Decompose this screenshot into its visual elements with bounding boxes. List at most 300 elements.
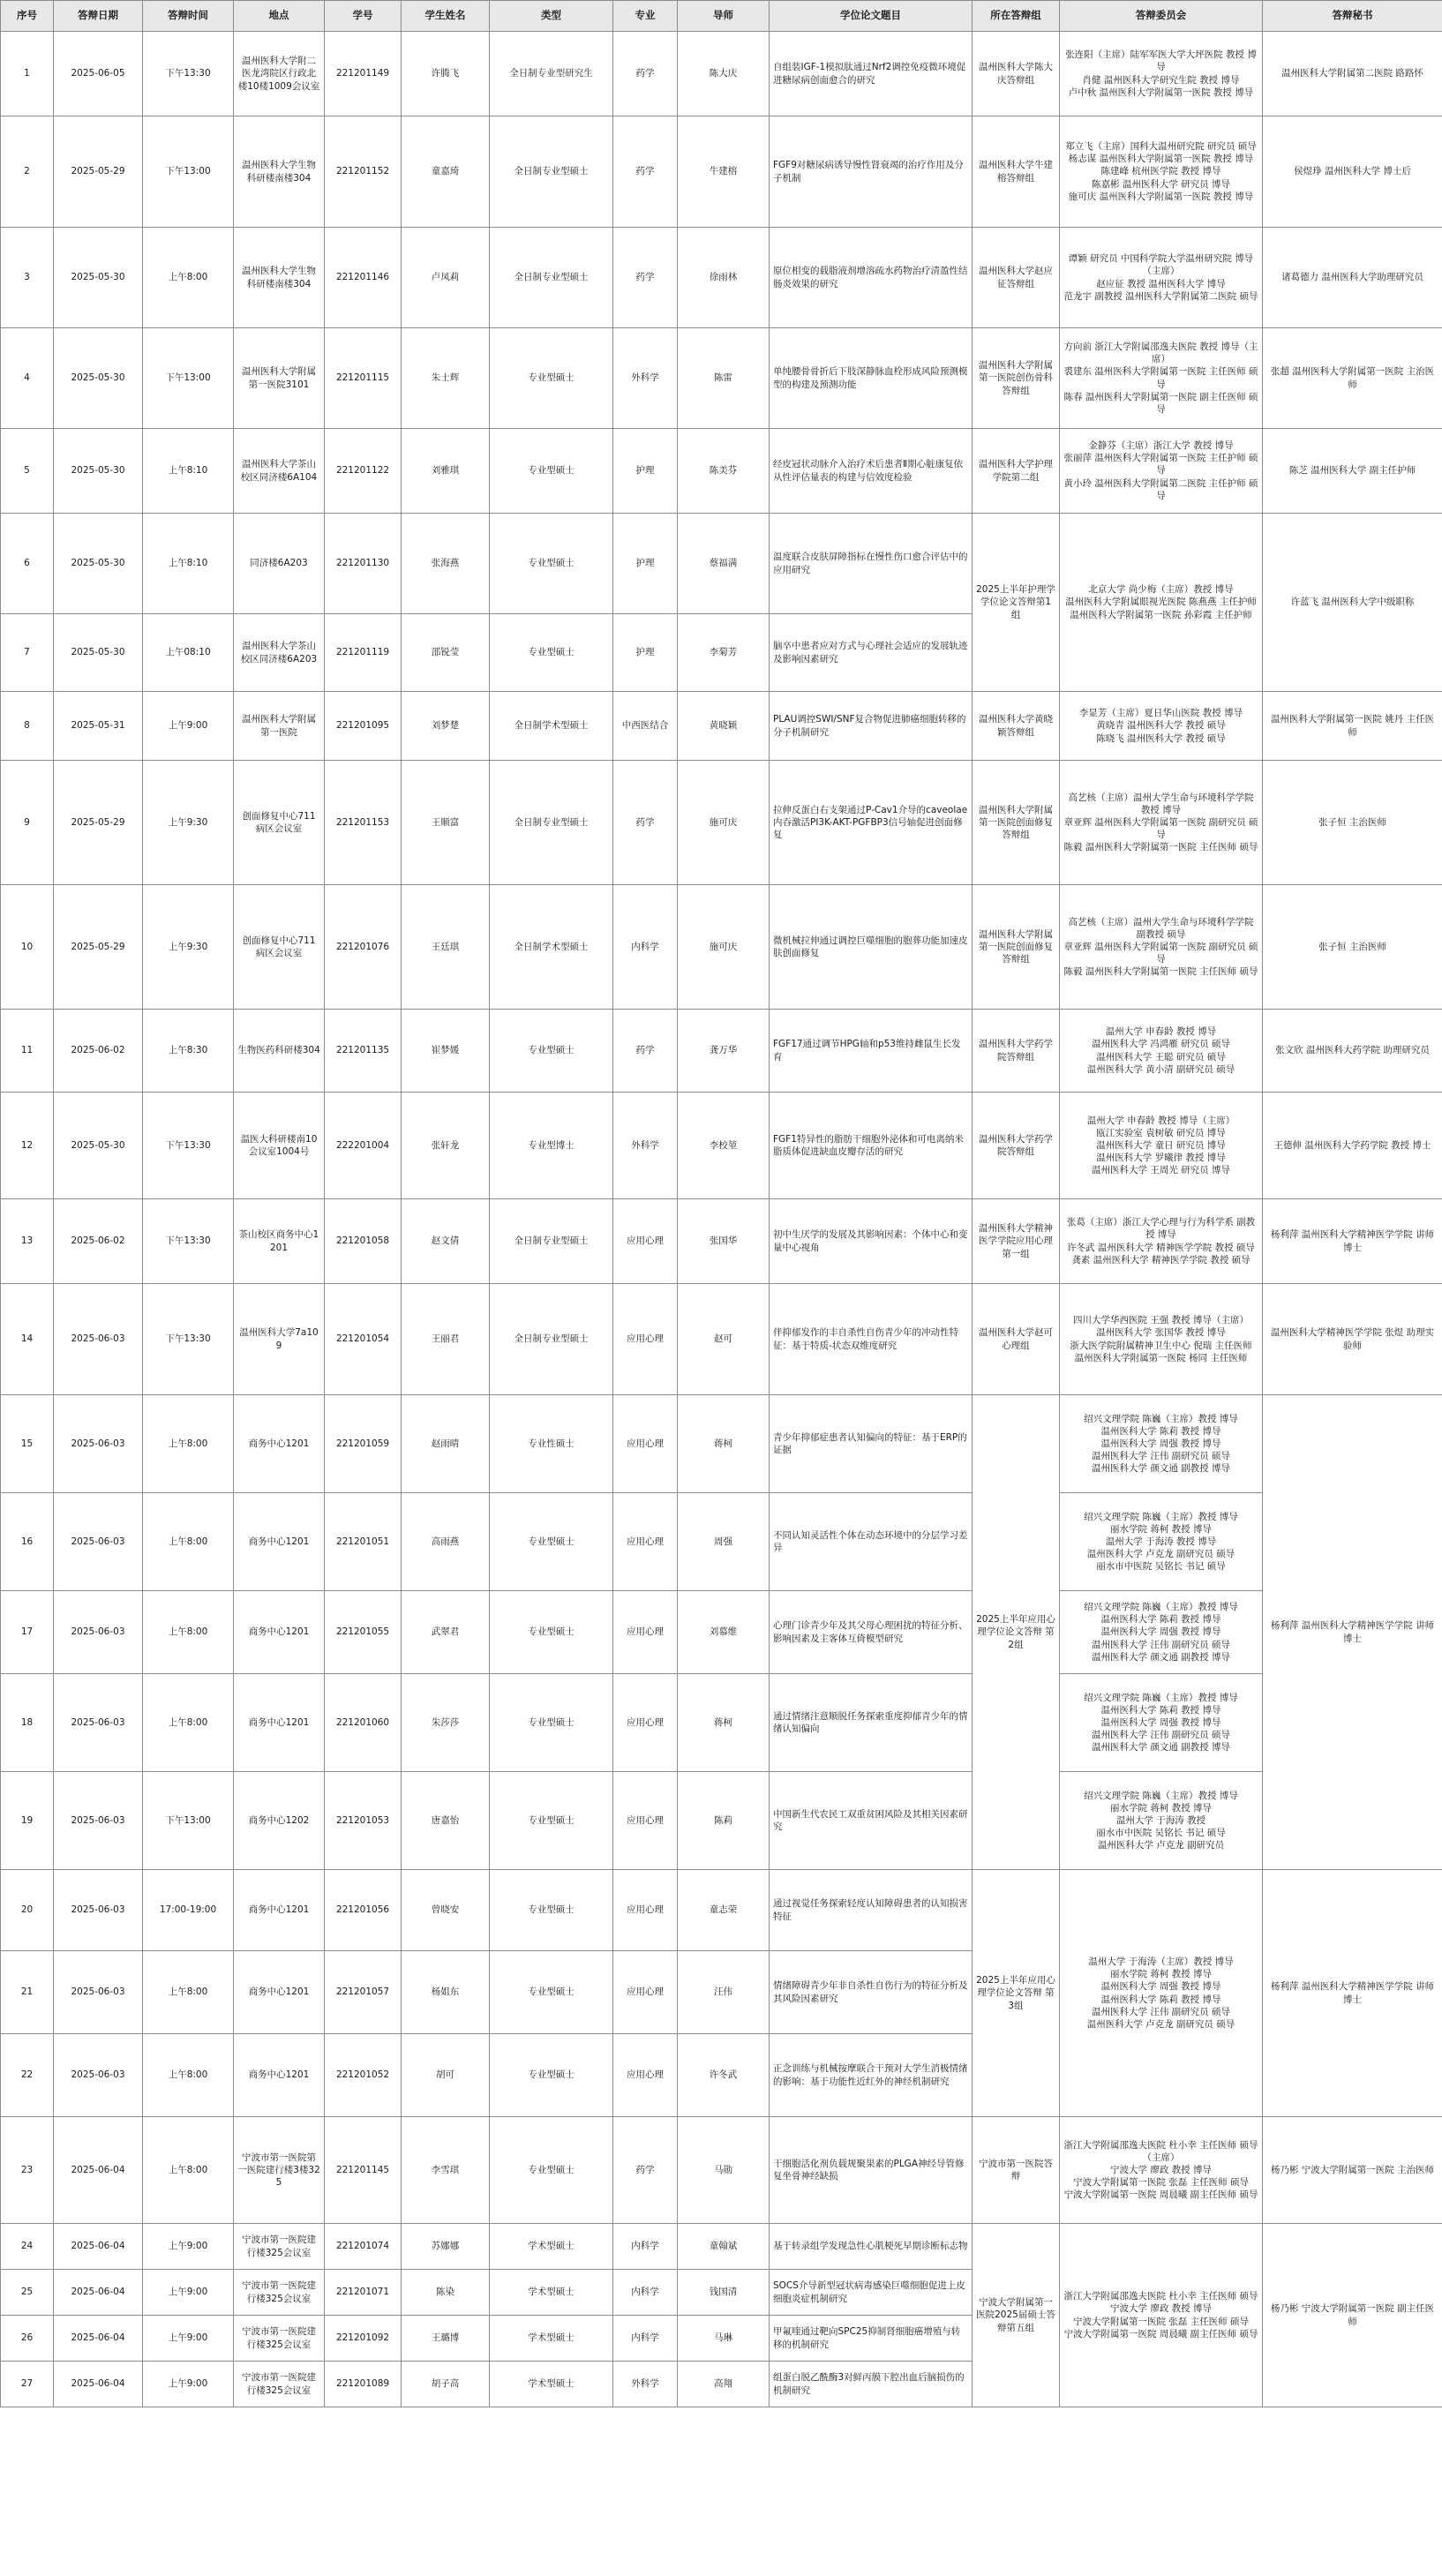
defense-group-cell: 宁波大学附属第一医院2025届硕士答辩第五组: [973, 2224, 1060, 2407]
student-id-cell: 221201119: [325, 614, 402, 692]
advisor-cell: 童翰斌: [678, 2224, 770, 2270]
degree-type-cell: 学术型硕士: [490, 2362, 613, 2407]
defense-secretary-cell: 杨利萍 温州医科大学精神医学学院 讲师 博士: [1263, 1870, 1442, 2117]
defense-date-cell: 2025-06-03: [54, 2034, 143, 2117]
defense-date-cell: 2025-06-02: [54, 1199, 143, 1284]
major-cell: 内科学: [613, 885, 678, 1010]
defense-committee-cell: 郑立飞（主席）国科大温州研究院 研究员 硕导 杨志谋 温州医科大学附属第一医院 教授 博导 陈建峰 杭州医学院 教授 博导 陈嘉彬 温州医科大学 研究员 博导 施可庆 温州医科大学附属第一医院 教授 博导: [1060, 116, 1263, 228]
student-id-cell: 221201060: [325, 1674, 402, 1772]
defense-date-cell: 2025-06-03: [54, 1772, 143, 1870]
defense-group-cell: 温州医科大学赵可心理组: [973, 1284, 1060, 1395]
advisor-cell: 陈美芬: [678, 429, 770, 514]
table-row: [1, 429, 1442, 514]
defense-time-cell: 上午8:10: [143, 514, 234, 614]
row-number-cell: 16: [1, 1493, 54, 1591]
defense-date-cell: 2025-06-04: [54, 2117, 143, 2224]
student-name-cell: 李雪琪: [402, 2117, 490, 2224]
defense-group-cell: 温州医科大学药学院答辩组: [973, 1093, 1060, 1199]
defense-location-cell: 商务中心1201: [234, 1951, 325, 2034]
defense-committee-cell: 李显芳（主席）夏日华山医院 教授 博导 黄晓青 温州医科大学 教授 硕导 陈晓飞 温州医科大学 教授 硕导: [1060, 692, 1263, 761]
defense-secretary-cell: 陈芝 温州医科大学 副主任护师: [1263, 429, 1442, 514]
row-number-cell: 7: [1, 614, 54, 692]
student-name-cell: 卢凤莉: [402, 228, 490, 328]
student-id-cell: 221201135: [325, 1010, 402, 1093]
degree-type-cell: 全日制专业型硕士: [490, 116, 613, 228]
student-id-cell: 221201058: [325, 1199, 402, 1284]
student-id-cell: 221201115: [325, 328, 402, 429]
column-header: 类型: [490, 1, 613, 32]
major-cell: 药学: [613, 228, 678, 328]
defense-location-cell: 商务中心1201: [234, 1493, 325, 1591]
defense-committee-cell: 绍兴文理学院 陈巍（主席）教授 博导 温州医科大学 陈莉 教授 博导 温州医科大学 周强 教授 博导 温州医科大学 汪伟 副研究员 硕导 温州医科大学 颜文通 副教授 博导: [1060, 1591, 1263, 1674]
defense-time-cell: 上午8:00: [143, 2034, 234, 2117]
thesis-title-cell: 经皮冠状动脉介入治疗术后患者Ⅱ期心脏康复依从性评估量表的构建与信效度检验: [770, 429, 973, 514]
degree-type-cell: 全日制专业型硕士: [490, 1199, 613, 1284]
defense-secretary-cell: 张子恒 主治医师: [1263, 761, 1442, 885]
major-cell: 护理: [613, 514, 678, 614]
student-name-cell: 张轩龙: [402, 1093, 490, 1199]
defense-date-cell: 2025-06-04: [54, 2270, 143, 2316]
table-row: [1, 1093, 1442, 1199]
row-number-cell: 14: [1, 1284, 54, 1395]
header-row: [1, 1, 1442, 32]
defense-secretary-cell: 侯煜琤 温州医科大学 博士后: [1263, 116, 1442, 228]
defense-committee-cell: 张连阳（主席）陆军军医大学大坪医院 教授 博导 肖健 温州医科大学研究生院 教授 博导 卢中秋 温州医科大学附属第一医院 教授 博导: [1060, 32, 1263, 116]
row-number-cell: 2: [1, 116, 54, 228]
advisor-cell: 施可庆: [678, 761, 770, 885]
student-id-cell: 221201092: [325, 2316, 402, 2362]
row-number-cell: 22: [1, 2034, 54, 2117]
advisor-cell: 黄晓颖: [678, 692, 770, 761]
major-cell: 内科学: [613, 2224, 678, 2270]
row-number-cell: 25: [1, 2270, 54, 2316]
student-name-cell: 苏娜娜: [402, 2224, 490, 2270]
advisor-cell: 徐雨林: [678, 228, 770, 328]
major-cell: 应用心理: [613, 1493, 678, 1591]
defense-group-cell: 温州医科大学附属第一医院创伤骨科答辩组: [973, 328, 1060, 429]
defense-committee-cell: 方向前 浙江大学附属邵逸夫医院 教授 博导（主席） 裘建东 温州医科大学附属第一医院 主任医师 硕导 陈春 温州医科大学附属第一医院 副主任医师 硕导: [1060, 328, 1263, 429]
defense-secretary-cell: 诸葛德力 温州医科大学助理研究员: [1263, 228, 1442, 328]
row-number-cell: 19: [1, 1772, 54, 1870]
table-row: [1, 116, 1442, 228]
major-cell: 应用心理: [613, 1772, 678, 1870]
table-row: [1, 2117, 1442, 2224]
column-header: 序号: [1, 1, 54, 32]
advisor-cell: 许冬武: [678, 2034, 770, 2117]
student-name-cell: 陈染: [402, 2270, 490, 2316]
table-row: [1, 228, 1442, 328]
advisor-cell: 蒋柯: [678, 1674, 770, 1772]
degree-type-cell: 学术型硕士: [490, 2270, 613, 2316]
defense-time-cell: 上午9:00: [143, 2362, 234, 2407]
defense-time-cell: 上午8:00: [143, 1493, 234, 1591]
defense-location-cell: 温州医科大学7a109: [234, 1284, 325, 1395]
defense-group-cell: 2025上半年应用心理学位论文答辩 第3组: [973, 1870, 1060, 2117]
defense-location-cell: 创面修复中心711 病区会议室: [234, 761, 325, 885]
student-id-cell: 221201076: [325, 885, 402, 1010]
defense-location-cell: 温州医科大学茶山校区同济楼6A203: [234, 614, 325, 692]
student-id-cell: 221201122: [325, 429, 402, 514]
advisor-cell: 刘慕维: [678, 1591, 770, 1674]
table-row: [1, 1674, 1442, 1772]
student-name-cell: 童嘉琦: [402, 116, 490, 228]
major-cell: 药学: [613, 761, 678, 885]
defense-location-cell: 商务中心1201: [234, 1870, 325, 1951]
thesis-title-cell: 心理门诊青少年及其父母心理困扰的特征分析、影响因素及主客体互倚模型研究: [770, 1591, 973, 1674]
student-name-cell: 张海燕: [402, 514, 490, 614]
defense-date-cell: 2025-06-03: [54, 1395, 143, 1493]
defense-location-cell: 温州医科大学生物科研楼南楼304: [234, 116, 325, 228]
defense-location-cell: 商务中心1201: [234, 2034, 325, 2117]
defense-group-cell: 温州医科大学药学院答辩组: [973, 1010, 1060, 1093]
defense-time-cell: 上午9:00: [143, 692, 234, 761]
row-number-cell: 9: [1, 761, 54, 885]
thesis-title-cell: 脑卒中患者应对方式与心理社会适应的发展轨迹及影响因素研究: [770, 614, 973, 692]
degree-type-cell: 专业型硕士: [490, 1870, 613, 1951]
thesis-title-cell: FGF17通过调节HPG轴和p53维持雌鼠生长发育: [770, 1010, 973, 1093]
major-cell: 外科学: [613, 328, 678, 429]
degree-type-cell: 专业型博士: [490, 1093, 613, 1199]
thesis-title-cell: 初中生厌学的发展及其影响因素：个体中心和变量中心视角: [770, 1199, 973, 1284]
defense-secretary-cell: 张文欣 温州医科大药学院 助理研究员: [1263, 1010, 1442, 1093]
major-cell: 中西医结合: [613, 692, 678, 761]
thesis-title-cell: 青少年抑郁症患者认知偏向的特征：基于ERP的证据: [770, 1395, 973, 1493]
degree-type-cell: 学术型硕士: [490, 2224, 613, 2270]
student-name-cell: 赵雨晴: [402, 1395, 490, 1493]
defense-date-cell: 2025-06-04: [54, 2362, 143, 2407]
defense-committee-cell: 四川大学华西医院 王强 教授 博导（主席） 温州医科大学 张国华 教授 博导 浙大医学院附属精神卫生中心 倪瑞 主任医师 温州医科大学附属第一医院 杨同 主任医师: [1060, 1284, 1263, 1395]
student-id-cell: 221201071: [325, 2270, 402, 2316]
degree-type-cell: 全日制专业型硕士: [490, 1284, 613, 1395]
degree-type-cell: 全日制学术型硕士: [490, 692, 613, 761]
defense-date-cell: 2025-05-30: [54, 514, 143, 614]
student-name-cell: 许腾飞: [402, 32, 490, 116]
major-cell: 内科学: [613, 2270, 678, 2316]
table-row: [1, 761, 1442, 885]
student-id-cell: 221201055: [325, 1591, 402, 1674]
defense-secretary-cell: 杨乃彬 宁波大学附属第一医院 主治医师: [1263, 2117, 1442, 2224]
defense-location-cell: 温州医科大学附属第一医院3101: [234, 328, 325, 429]
table-row: [1, 1870, 1442, 1951]
defense-location-cell: 商务中心1201: [234, 1674, 325, 1772]
column-header: 学号: [325, 1, 402, 32]
defense-time-cell: 上午9:30: [143, 885, 234, 1010]
defense-secretary-cell: 张子恒 主治医师: [1263, 885, 1442, 1010]
major-cell: 应用心理: [613, 1591, 678, 1674]
defense-committee-cell: 温州大学 于海涛（主席）教授 博导 丽水学院 蒋柯 教授 博导 温州医科大学 周强 教授 博导 温州医科大学 陈莉 教授 博导 温州医科大学 汪伟 副研究员 硕导 温州医科大学 卢克龙 副研究员 硕导: [1060, 1870, 1263, 2117]
defense-location-cell: 温州医科大学附属第一医院: [234, 692, 325, 761]
row-number-cell: 21: [1, 1951, 54, 2034]
defense-time-cell: 下午13:30: [143, 1093, 234, 1199]
major-cell: 药学: [613, 1010, 678, 1093]
row-number-cell: 10: [1, 885, 54, 1010]
student-name-cell: 崔梦媛: [402, 1010, 490, 1093]
defense-location-cell: 创面修复中心711 病区会议室: [234, 885, 325, 1010]
defense-location-cell: 宁波市第一医院建行楼325会议室: [234, 2316, 325, 2362]
major-cell: 外科学: [613, 2362, 678, 2407]
row-number-cell: 17: [1, 1591, 54, 1674]
advisor-cell: 张国华: [678, 1199, 770, 1284]
defense-time-cell: 下午13:30: [143, 1199, 234, 1284]
column-header: 答辩委员会: [1060, 1, 1263, 32]
student-id-cell: 221201145: [325, 2117, 402, 2224]
defense-group-cell: 温州医科大学牛建榕答辩组: [973, 116, 1060, 228]
defense-time-cell: 上午9:00: [143, 2316, 234, 2362]
defense-location-cell: 温医大科研楼南10会议室1004号: [234, 1093, 325, 1199]
degree-type-cell: 全日制专业型硕士: [490, 228, 613, 328]
degree-type-cell: 专业型硕士: [490, 429, 613, 514]
defense-location-cell: 温州医科大学附二医龙湾院区行政北楼10楼1009会议室: [234, 32, 325, 116]
defense-committee-cell: 浙江大学附属邵逸夫医院 杜小幸 主任医师 硕导（主席） 宁波大学 廖政 教授 博导 宁波大学附属第一医院 张磊 主任医师 硕导 宁波大学附属第一医院 周晨曦 副主任医师 硕导: [1060, 2117, 1263, 2224]
defense-secretary-cell: 杨乃彬 宁波大学附属第一医院 副主任医师: [1263, 2224, 1442, 2407]
defense-date-cell: 2025-06-03: [54, 1951, 143, 2034]
defense-secretary-cell: 王德伸 温州医科大学药学院 教授 博士: [1263, 1093, 1442, 1199]
defense-date-cell: 2025-05-29: [54, 761, 143, 885]
defense-location-cell: 宁波市第一医院建行楼325会议室: [234, 2270, 325, 2316]
defense-time-cell: 上午8:00: [143, 1951, 234, 2034]
defense-date-cell: 2025-06-04: [54, 2224, 143, 2270]
row-number-cell: 6: [1, 514, 54, 614]
degree-type-cell: 专业型硕士: [490, 1010, 613, 1093]
thesis-title-cell: 通过视觉任务探索轻度认知障碍患者的认知损害特征: [770, 1870, 973, 1951]
advisor-cell: 施可庆: [678, 885, 770, 1010]
defense-group-cell: 温州医科大学黄晓颖答辩组: [973, 692, 1060, 761]
major-cell: 内科学: [613, 2316, 678, 2362]
major-cell: 外科学: [613, 1093, 678, 1199]
student-id-cell: 221201149: [325, 32, 402, 116]
table-row: [1, 1010, 1442, 1093]
defense-committee-cell: 温州大学 申春龄 教授 博导 温州医科大学 冯鸿雁 研究员 硕导 温州医科大学 王聪 研究员 硕导 温州医科大学 黄小清 副研究员 硕导: [1060, 1010, 1263, 1093]
defense-group-cell: 2025上半年应用心理学位论文答辩 第2组: [973, 1395, 1060, 1870]
advisor-cell: 周强: [678, 1493, 770, 1591]
degree-type-cell: 专业型硕士: [490, 2034, 613, 2117]
student-id-cell: 221201052: [325, 2034, 402, 2117]
column-header: 学生姓名: [402, 1, 490, 32]
defense-date-cell: 2025-05-30: [54, 429, 143, 514]
advisor-cell: 童志荣: [678, 1870, 770, 1951]
table-row: [1, 885, 1442, 1010]
thesis-title-cell: 正念训练与机械按摩联合干预对大学生消极情绪的影响：基于功能性近红外的神经机制研究: [770, 2034, 973, 2117]
thesis-title-cell: 不同认知灵活性个体在动态环境中的分层学习差异: [770, 1493, 973, 1591]
advisor-cell: 马琳: [678, 2316, 770, 2362]
column-header: 所在答辩组: [973, 1, 1060, 32]
advisor-cell: 钱国清: [678, 2270, 770, 2316]
defense-date-cell: 2025-05-30: [54, 614, 143, 692]
degree-type-cell: 专业性硕士: [490, 1395, 613, 1493]
table-row: [1, 1395, 1442, 1493]
column-header: 地点: [234, 1, 325, 32]
defense-time-cell: 上午8:30: [143, 1010, 234, 1093]
advisor-cell: 牛建榕: [678, 116, 770, 228]
defense-time-cell: 上午9:30: [143, 761, 234, 885]
advisor-cell: 高翔: [678, 2362, 770, 2407]
defense-committee-cell: 北京大学 尚少梅（主席）教授 博导 温州医科大学附属眼视光医院 陈燕燕 主任护师 温州医科大学附属第一医院 孙彩霞 主任护师: [1060, 514, 1263, 692]
defense-secretary-cell: 温州医科大学附属第一医院 姚丹 主任医师: [1263, 692, 1442, 761]
degree-type-cell: 专业型硕士: [490, 1951, 613, 2034]
defense-date-cell: 2025-05-30: [54, 328, 143, 429]
student-name-cell: 王璐博: [402, 2316, 490, 2362]
major-cell: 应用心理: [613, 2034, 678, 2117]
defense-secretary-cell: 许蓝飞 温州医科大学中级职称: [1263, 514, 1442, 692]
defense-group-cell: 温州医科大学护理学院第二组: [973, 429, 1060, 514]
thesis-title-cell: 温度联合皮肤屏障指标在慢性伤口愈合评估中的应用研究: [770, 514, 973, 614]
student-id-cell: 221201130: [325, 514, 402, 614]
row-number-cell: 23: [1, 2117, 54, 2224]
advisor-cell: 陈雷: [678, 328, 770, 429]
student-id-cell: 221201089: [325, 2362, 402, 2407]
defense-group-cell: 温州医科大学精神医学学院应用心理第一组: [973, 1199, 1060, 1284]
defense-committee-cell: 金静芬（主席）浙江大学 教授 博导 张丽萍 温州医科大学附属第一医院 主任护师 硕导 黄小玲 温州医科大学附属第二医院 主任护师 硕导: [1060, 429, 1263, 514]
defense-date-cell: 2025-06-03: [54, 1870, 143, 1951]
thesis-title-cell: 拉伸反蛋白右支架通过P-Cav1介导的caveolae内吞激活PI3K-AKT-PGFBP3信号轴促进创面修复: [770, 761, 973, 885]
major-cell: 应用心理: [613, 1674, 678, 1772]
major-cell: 应用心理: [613, 1870, 678, 1951]
defense-committee-cell: 绍兴文理学院 陈巍（主席）教授 博导 丽水学院 蒋柯 教授 博导 温州大学 于海涛 教授 博导 温州医科大学 卢克龙 副研究员 硕导 丽水市中医院 吴铭长 书记 硕导: [1060, 1493, 1263, 1591]
defense-time-cell: 上午8:00: [143, 1395, 234, 1493]
column-header: 答辩时间: [143, 1, 234, 32]
major-cell: 药学: [613, 116, 678, 228]
table-row: [1, 1199, 1442, 1284]
thesis-title-cell: 情绪障碍青少年非自杀性自伤行为的特征分析及其风险因素研究: [770, 1951, 973, 2034]
degree-type-cell: 全日制专业型研究生: [490, 32, 613, 116]
major-cell: 药学: [613, 2117, 678, 2224]
student-name-cell: 王顺富: [402, 761, 490, 885]
defense-date-cell: 2025-06-03: [54, 1493, 143, 1591]
thesis-title-cell: PLAU调控SWI/SNF复合物促进肺癌细胞转移的分子机制研究: [770, 692, 973, 761]
row-number-cell: 20: [1, 1870, 54, 1951]
degree-type-cell: 专业型硕士: [490, 1493, 613, 1591]
row-number-cell: 15: [1, 1395, 54, 1493]
advisor-cell: 陈大庆: [678, 32, 770, 116]
advisor-cell: 赵可: [678, 1284, 770, 1395]
thesis-title-cell: 甲氟喹通过靶向SPC25抑制肾细胞癌增殖与转移的机制研究: [770, 2316, 973, 2362]
student-id-cell: 221201056: [325, 1870, 402, 1951]
defense-time-cell: 上午9:00: [143, 2270, 234, 2316]
major-cell: 应用心理: [613, 1395, 678, 1493]
advisor-cell: 汪伟: [678, 1951, 770, 2034]
row-number-cell: 11: [1, 1010, 54, 1093]
defense-location-cell: 商务中心1201: [234, 1591, 325, 1674]
defense-date-cell: 2025-05-29: [54, 116, 143, 228]
defense-committee-cell: 绍兴文理学院 陈巍（主席）教授 博导 丽水学院 蒋柯 教授 博导 温州大学 于海涛 教授 丽水市中医院 吴铭长 书记 硕导 温州医科大学 卢克龙 副研究员: [1060, 1772, 1263, 1870]
defense-date-cell: 2025-06-05: [54, 32, 143, 116]
degree-type-cell: 全日制学术型硕士: [490, 885, 613, 1010]
student-name-cell: 刘雅琪: [402, 429, 490, 514]
thesis-title-cell: 单纯腰骨骨折后下肢深静脉血栓形成风险预测模型的构建及预测功能: [770, 328, 973, 429]
thesis-title-cell: 中国新生代农民工双重贫困风险及其相关因素研究: [770, 1772, 973, 1870]
advisor-cell: 龚万华: [678, 1010, 770, 1093]
thesis-title-cell: 基于转录组学发现急性心肌梗死早期诊断标志物: [770, 2224, 973, 2270]
defense-date-cell: 2025-06-03: [54, 1284, 143, 1395]
defense-location-cell: 商务中心1202: [234, 1772, 325, 1870]
degree-type-cell: 学术型硕士: [490, 2316, 613, 2362]
defense-group-cell: 温州医科大学陈大庆答辩组: [973, 32, 1060, 116]
advisor-cell: 陈莉: [678, 1772, 770, 1870]
advisor-cell: 李校堃: [678, 1093, 770, 1199]
table-row: [1, 1591, 1442, 1674]
degree-type-cell: 专业型硕士: [490, 1674, 613, 1772]
table-row: [1, 692, 1442, 761]
defense-date-cell: 2025-06-03: [54, 1674, 143, 1772]
defense-group-cell: 2025上半年护理学学位论文答辩第1组: [973, 514, 1060, 692]
student-name-cell: 武翠君: [402, 1591, 490, 1674]
column-header: 答辩秘书: [1263, 1, 1442, 32]
major-cell: 护理: [613, 429, 678, 514]
defense-secretary-cell: 温州医科大学附属第二医院 路路怀: [1263, 32, 1442, 116]
degree-type-cell: 专业型硕士: [490, 2117, 613, 2224]
defense-location-cell: 生物医药科研楼304: [234, 1010, 325, 1093]
defense-time-cell: 上午08:10: [143, 614, 234, 692]
table-row: [1, 1772, 1442, 1870]
defense-time-cell: 上午8:00: [143, 1591, 234, 1674]
major-cell: 应用心理: [613, 1199, 678, 1284]
defense-time-cell: 上午8:00: [143, 1674, 234, 1772]
student-name-cell: 朱士辉: [402, 328, 490, 429]
table-row: [1, 32, 1442, 116]
student-id-cell: 221201057: [325, 1951, 402, 2034]
table-row: [1, 1284, 1442, 1395]
student-name-cell: 胡子高: [402, 2362, 490, 2407]
student-name-cell: 邵锐莹: [402, 614, 490, 692]
major-cell: 护理: [613, 614, 678, 692]
degree-type-cell: 专业型硕士: [490, 328, 613, 429]
defense-date-cell: 2025-05-31: [54, 692, 143, 761]
defense-time-cell: 上午8:10: [143, 429, 234, 514]
row-number-cell: 3: [1, 228, 54, 328]
table-row: [1, 328, 1442, 429]
row-number-cell: 27: [1, 2362, 54, 2407]
thesis-title-cell: 微机械拉伸通过调控巨噬细胞的胞葬功能加速皮肤创面修复: [770, 885, 973, 1010]
row-number-cell: 1: [1, 32, 54, 116]
defense-location-cell: 宁波市第一医院建行楼325会议室: [234, 2362, 325, 2407]
major-cell: 应用心理: [613, 1284, 678, 1395]
student-id-cell: 221201074: [325, 2224, 402, 2270]
defense-date-cell: 2025-06-04: [54, 2316, 143, 2362]
defense-time-cell: 17:00-19:00: [143, 1870, 234, 1951]
defense-committee-cell: 浙江大学附属邵逸夫医院 杜小幸 主任医师 硕导 宁波大学 廖政 教授 博导 宁波大学附属第一医院 张磊 主任医师 硕导 宁波大学附属第一医院 周晨曦 副主任医师 硕导: [1060, 2224, 1263, 2407]
thesis-title-cell: 自组装IGF-1模拟肽通过Nrf2调控免疫微环境促进糖尿病创面愈合的研究: [770, 32, 973, 116]
defense-date-cell: 2025-06-02: [54, 1010, 143, 1093]
defense-committee-cell: 温州大学 申春龄 教授 博导（主席） 瓯江实验室 袁树敏 研究员 博导 温州医科大学 童日 研究员 博导 温州医科大学 罗曦律 教授 博导 温州医科大学 王周光 研究员 博导: [1060, 1093, 1263, 1199]
table-row: [1, 1493, 1442, 1591]
advisor-cell: 蔡福满: [678, 514, 770, 614]
advisor-cell: 蒋柯: [678, 1395, 770, 1493]
row-number-cell: 26: [1, 2316, 54, 2362]
defense-secretary-cell: 张超 温州医科大学附属第一医院 主治医师: [1263, 328, 1442, 429]
degree-type-cell: 专业型硕士: [490, 1591, 613, 1674]
student-id-cell: 221201059: [325, 1395, 402, 1493]
defense-time-cell: 下午13:00: [143, 1772, 234, 1870]
table-row: [1, 2224, 1442, 2270]
defense-group-cell: 温州医科大学赵应征答辩组: [973, 228, 1060, 328]
major-cell: 药学: [613, 32, 678, 116]
student-name-cell: 高雨燕: [402, 1493, 490, 1591]
student-name-cell: 刘梦楚: [402, 692, 490, 761]
major-cell: 应用心理: [613, 1951, 678, 2034]
thesis-title-cell: SOCS介导新型冠状病毒感染巨噬细胞促进上皮细胞炎症机制研究: [770, 2270, 973, 2316]
student-name-cell: 唐嘉怡: [402, 1772, 490, 1870]
defense-location-cell: 温州医科大学茶山校区同济楼6A104: [234, 429, 325, 514]
thesis-title-cell: 干细胞活化剂负载规聚果素的PLGA神经导管修复坐骨神经缺损: [770, 2117, 973, 2224]
defense-location-cell: 同济楼6A203: [234, 514, 325, 614]
defense-secretary-cell: 温州医科大学精神医学学院 张煜 助理实验师: [1263, 1284, 1442, 1395]
column-header: 专业: [613, 1, 678, 32]
defense-date-cell: 2025-05-29: [54, 885, 143, 1010]
defense-committee-cell: 张葛（主席）浙江大学心理与行为科学系 副教授 博导 许冬武 温州医科大学 精神医学学院 教授 硕导 龚素 温州医科大学 精神医学学院 教授 硕导: [1060, 1199, 1263, 1284]
degree-type-cell: 专业型硕士: [490, 514, 613, 614]
row-number-cell: 12: [1, 1093, 54, 1199]
thesis-title-cell: FGF9对糖尿病诱导慢性肾衰竭的治疗作用及分子机制: [770, 116, 973, 228]
